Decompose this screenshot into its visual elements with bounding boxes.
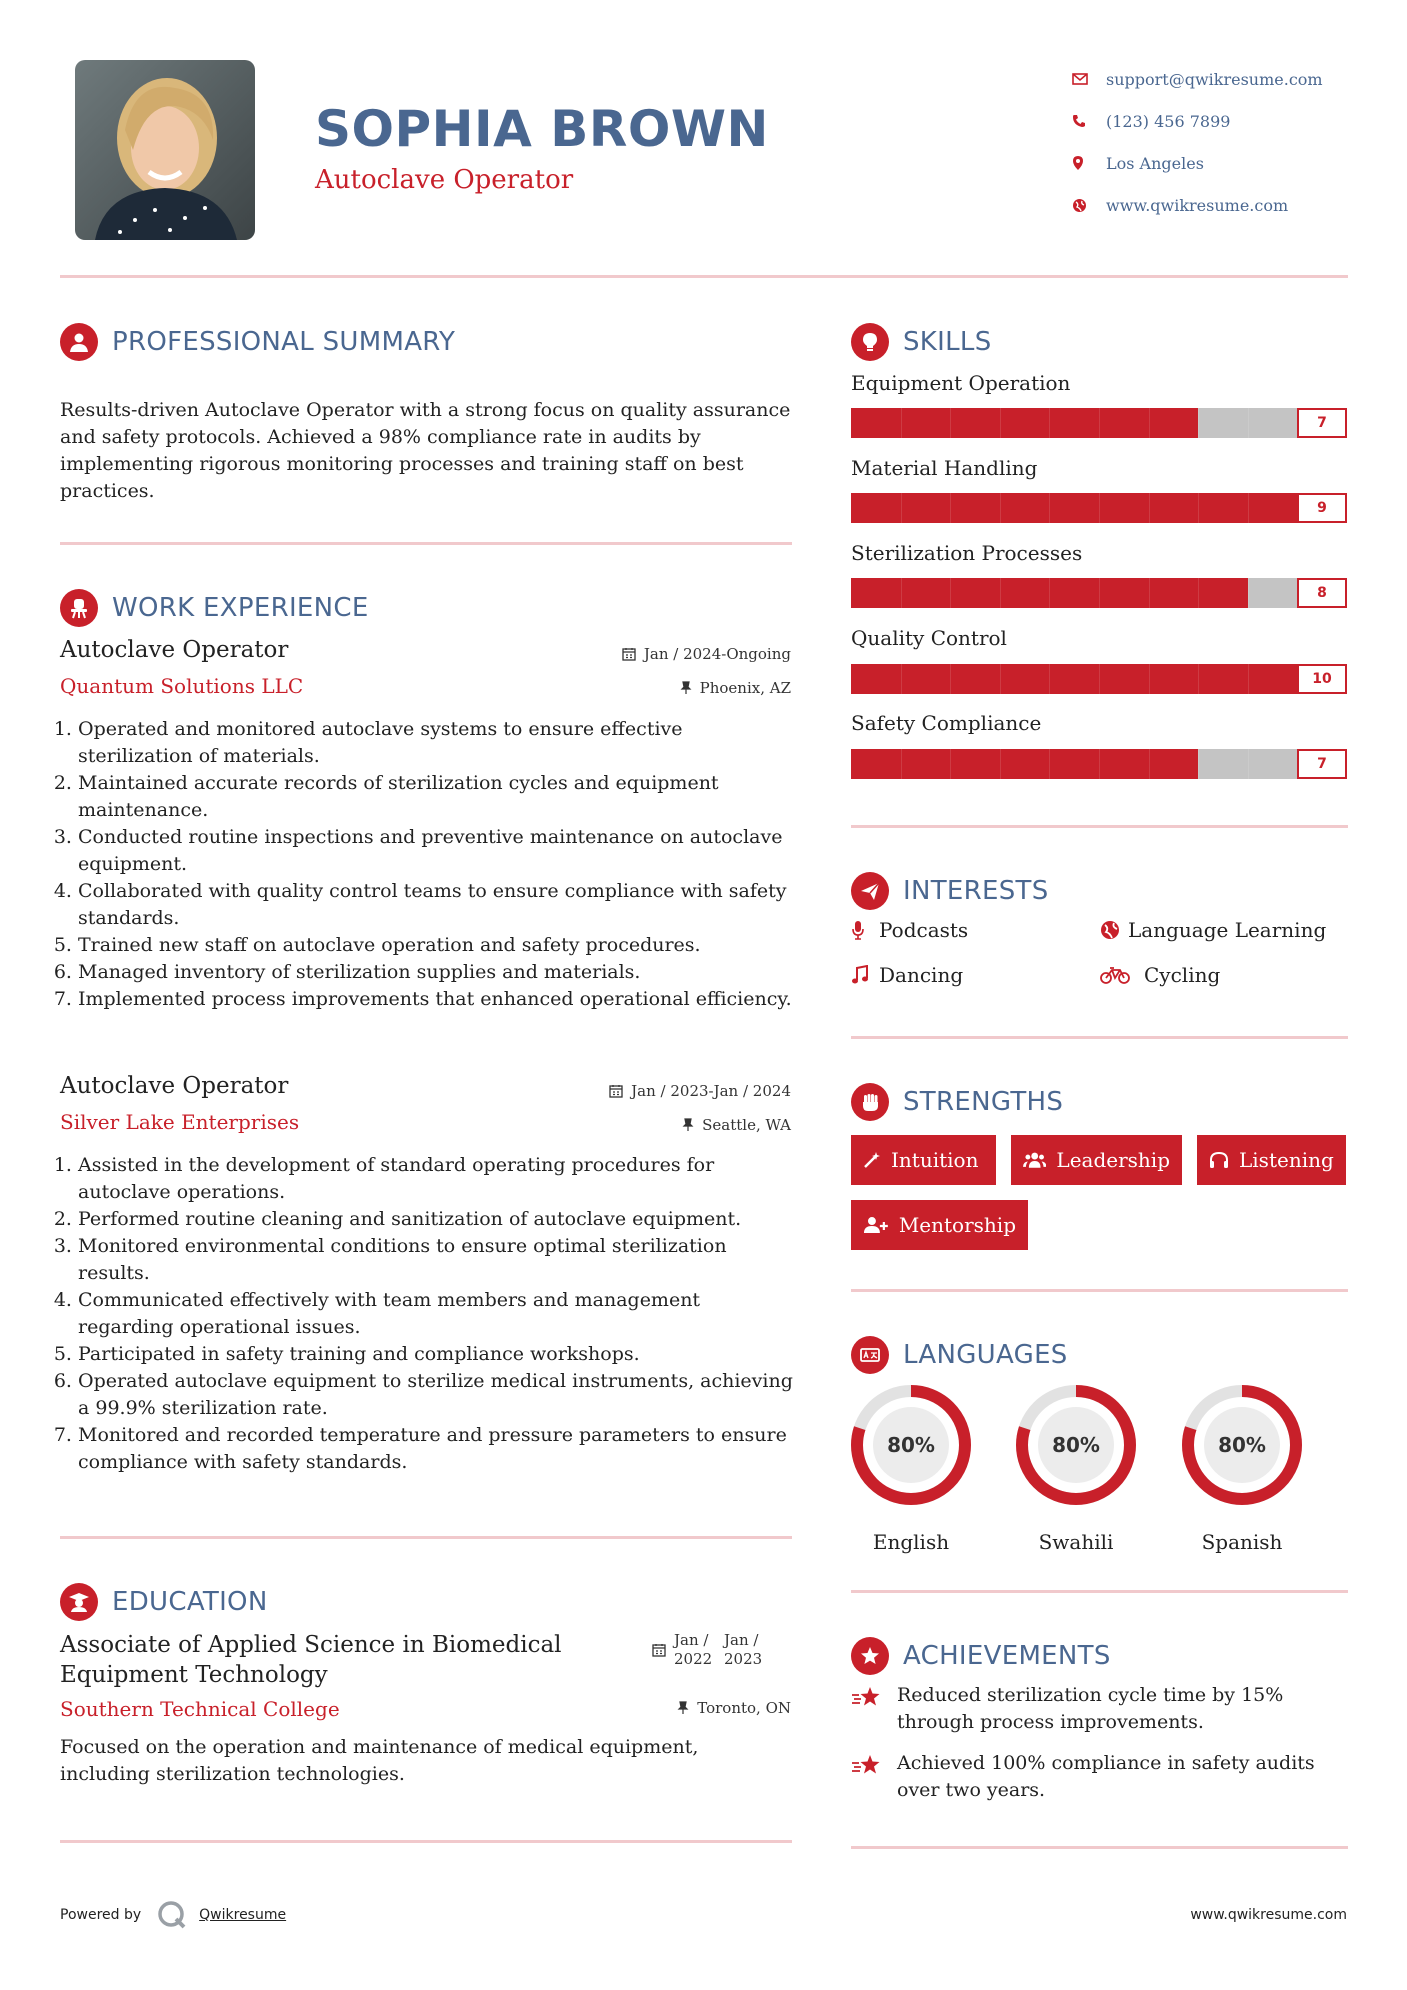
calendar-icon — [609, 1084, 623, 1098]
skill-bar-segment — [901, 493, 902, 523]
summary-divider — [60, 542, 792, 545]
achievements-heading — [851, 1637, 1111, 1675]
skill-name: Material Handling — [851, 456, 1038, 480]
star-badge-icon — [851, 1637, 889, 1675]
globe-icon — [1072, 198, 1106, 213]
strength-badge: Intuition — [851, 1135, 996, 1185]
skill-bar-segment — [950, 664, 951, 694]
strengths-heading-text: STRENGTHS — [903, 1087, 1064, 1117]
education-location — [677, 1699, 791, 1717]
skill-bar — [851, 578, 1347, 608]
users-icon — [1023, 1151, 1046, 1169]
skill-bar-segment — [1099, 578, 1100, 608]
language-icon — [851, 1336, 889, 1374]
footer-powered-by — [60, 1900, 286, 1930]
job-2-dates — [609, 1082, 791, 1100]
interest-item: Cycling — [1100, 963, 1220, 987]
list-item: 2. Performed routine cleaning and sanitization of autoclave equipment. — [78, 1206, 800, 1233]
job-1-location — [680, 679, 791, 697]
language-name: Spanish — [1201, 1530, 1283, 1554]
list-item: 7. Monitored and recorded temperature and pressure parameters to ensure compliance with safety standards. — [78, 1422, 800, 1476]
skill-bar-segment — [1000, 578, 1001, 608]
interests-heading — [851, 872, 1049, 910]
skill-bar-segment — [1049, 664, 1050, 694]
language-percent: 80% — [1218, 1433, 1266, 1457]
skill-level: 9 — [1297, 493, 1347, 523]
education-description: Focused on the operation and maintenance of medical equipment, including sterilization technologies. — [60, 1736, 699, 1785]
list-item: 5. Trained new staff on autoclave operation and safety procedures. — [78, 932, 800, 959]
globe-icon — [1100, 920, 1128, 940]
job-2-dates-text: Jan / 2023-Jan / 2024 — [631, 1082, 791, 1100]
skill-level: 10 — [1297, 664, 1347, 694]
education-degree: Associate of Applied Science in Biomedical Equipment Technology — [60, 1632, 562, 1688]
list-item: 7. Implemented process improvements that enhanced operational efficiency. — [78, 986, 800, 1013]
skill-bar — [851, 664, 1347, 694]
skill-bar-fill — [851, 408, 1198, 438]
skill-name: Quality Control — [851, 626, 1007, 650]
job-1-title: Autoclave Operator — [60, 637, 289, 663]
summary-heading-text: PROFESSIONAL SUMMARY — [112, 327, 456, 357]
language-name: Swahili — [1038, 1530, 1114, 1554]
education-date-end: Jan / 2023 — [724, 1631, 763, 1668]
achievement-item: Reduced sterilization cycle time by 15% through process improvements. — [851, 1682, 1331, 1736]
skill-bar-segment — [1049, 578, 1050, 608]
list-item: 1. Operated and monitored autoclave systems to ensure effective sterilization of materials. — [78, 716, 800, 770]
skill-bar-segment — [901, 578, 902, 608]
language-item — [846, 1380, 976, 1554]
calendar-icon — [652, 1643, 666, 1657]
skills-heading — [851, 323, 992, 361]
skill-level: 8 — [1297, 578, 1347, 608]
footer-url[interactable]: www.qwikresume.com — [1190, 1907, 1347, 1923]
language-item — [1011, 1380, 1141, 1554]
star-icon — [851, 1682, 897, 1736]
strengths-divider — [851, 1289, 1348, 1292]
skill-bar-segment — [1248, 749, 1249, 779]
strengths-heading — [851, 1083, 1063, 1121]
skill-bar — [851, 493, 1347, 523]
education-school: Southern Technical College — [60, 1697, 340, 1721]
job-2-location — [682, 1116, 791, 1134]
strength-badge: Mentorship — [851, 1200, 1028, 1250]
interest-item: Dancing — [851, 963, 963, 987]
skill-bar-segment — [1049, 493, 1050, 523]
skill-bar-segment — [950, 578, 951, 608]
skill-bar-segment — [1000, 749, 1001, 779]
skill-bar-segment — [1248, 578, 1249, 608]
skill-bar-segment — [1198, 578, 1199, 608]
skill-bar-segment — [1000, 664, 1001, 694]
strength-badge: Listening — [1197, 1135, 1346, 1185]
skill-bar-segment — [1248, 493, 1249, 523]
list-item: 4. Collaborated with quality control teams to ensure compliance with safety standards. — [78, 878, 800, 932]
skill-bar-segment — [901, 664, 902, 694]
language-ring — [1011, 1380, 1141, 1510]
skill-bar-segment — [950, 408, 951, 438]
skill-bar — [851, 749, 1347, 779]
job-1-dates — [622, 645, 791, 663]
map-pin-icon — [1072, 155, 1106, 171]
education-location-text: Toronto, ON — [697, 1699, 791, 1717]
languages-divider — [851, 1590, 1348, 1593]
contact-phone[interactable] — [1072, 100, 1323, 142]
education-date-start: Jan / 2022 — [674, 1631, 713, 1668]
user-icon — [60, 323, 98, 361]
contact-website[interactable] — [1072, 184, 1323, 226]
bicycle-icon — [1100, 966, 1144, 984]
job-2-title: Autoclave Operator — [60, 1073, 289, 1099]
skill-bar — [851, 408, 1347, 438]
skill-bar-segment — [1198, 408, 1199, 438]
skill-bar-segment — [1099, 408, 1100, 438]
skill-bar-segment — [1099, 664, 1100, 694]
music-note-icon — [851, 965, 879, 985]
contact-email[interactable] — [1072, 58, 1323, 100]
interests-divider — [851, 1036, 1348, 1039]
language-ring — [1177, 1380, 1307, 1510]
job-1-company: Quantum Solutions LLC — [60, 674, 304, 698]
experience-divider — [60, 1536, 792, 1539]
list-item: 5. Participated in safety training and compliance workshops. — [78, 1341, 800, 1368]
skill-level: 7 — [1297, 749, 1347, 779]
skill-bar-segment — [1149, 493, 1150, 523]
headphones-icon — [1209, 1151, 1229, 1169]
job-2-company: Silver Lake Enterprises — [60, 1110, 300, 1134]
language-item — [1177, 1380, 1307, 1554]
paper-plane-icon — [851, 872, 889, 910]
skill-bar-segment — [1000, 408, 1001, 438]
interests-heading-text: INTERESTS — [903, 876, 1049, 906]
achievements-heading-text: ACHIEVEMENTS — [903, 1641, 1111, 1671]
experience-heading-text: WORK EXPERIENCE — [112, 593, 369, 623]
interest-item: Language Learning — [1100, 918, 1326, 942]
magic-wand-icon — [863, 1151, 881, 1169]
education-heading-text: EDUCATION — [112, 1587, 268, 1617]
languages-heading-text: LANGUAGES — [903, 1340, 1068, 1370]
language-ring — [846, 1380, 976, 1510]
list-item: 6. Operated autoclave equipment to sterilize medical instruments, achieving a 99.9% sterilization rate. — [78, 1368, 800, 1422]
qwikresume-logo-icon — [157, 1900, 187, 1930]
star-icon — [851, 1750, 897, 1804]
list-item: 3. Monitored environmental conditions to ensure optimal sterilization results. — [78, 1233, 800, 1287]
skill-bar-segment — [901, 408, 902, 438]
strength-badge: Leadership — [1011, 1135, 1182, 1185]
list-item: 3. Conducted routine inspections and preventive maintenance on autoclave equipment. — [78, 824, 800, 878]
list-item: 2. Maintained accurate records of sterilization cycles and equipment maintenance. — [78, 770, 800, 824]
skill-bar-segment — [901, 749, 902, 779]
calendar-icon — [622, 647, 636, 661]
skill-name: Sterilization Processes — [851, 541, 1083, 565]
language-percent: 80% — [1052, 1433, 1100, 1457]
skill-level: 7 — [1297, 408, 1347, 438]
microphone-icon — [851, 920, 879, 940]
list-item: 1. Assisted in the development of standard operating procedures for autoclave operations. — [78, 1152, 800, 1206]
languages-heading — [851, 1336, 1068, 1374]
job-1-location-text: Phoenix, AZ — [699, 679, 791, 697]
skill-bar-segment — [1049, 408, 1050, 438]
skill-bar-segment — [1049, 749, 1050, 779]
skill-bar-segment — [1099, 749, 1100, 779]
powered-by-label: Powered by — [60, 1907, 142, 1923]
contact-list — [1072, 58, 1323, 226]
skill-bar-segment — [1149, 749, 1150, 779]
user-plus-icon — [863, 1216, 889, 1234]
skill-bar-segment — [1248, 664, 1249, 694]
skill-name: Safety Compliance — [851, 711, 1042, 735]
skills-divider — [851, 825, 1348, 828]
skill-bar-segment — [1149, 664, 1150, 694]
skills-heading-text: SKILLS — [903, 327, 992, 357]
skill-bar-fill — [851, 493, 1297, 523]
qwikresume-link[interactable]: Qwikresume — [199, 1907, 287, 1923]
language-name: English — [872, 1530, 950, 1554]
pushpin-icon — [680, 681, 692, 695]
job-2-duties — [60, 1152, 800, 1476]
interest-item: Podcasts — [851, 918, 968, 942]
education-heading — [60, 1583, 268, 1621]
contact-location — [1072, 142, 1323, 184]
skill-bar-segment — [1000, 493, 1001, 523]
graduate-icon — [60, 1583, 98, 1621]
skill-bar-segment — [950, 749, 951, 779]
candidate-title: Autoclave Operator — [315, 165, 574, 195]
list-item: 4. Communicated effectively with team members and management regarding operational issues. — [78, 1287, 800, 1341]
skill-bar-segment — [1248, 408, 1249, 438]
job-1-dates-text: Jan / 2024-Ongoing — [643, 645, 791, 663]
chair-icon — [60, 589, 98, 627]
pushpin-icon — [682, 1118, 694, 1132]
achievements-divider — [851, 1846, 1348, 1849]
skill-bar-segment — [1198, 664, 1199, 694]
fist-icon — [851, 1083, 889, 1121]
job-2-location-text: Seattle, WA — [702, 1116, 791, 1134]
language-percent: 80% — [887, 1433, 935, 1457]
skill-bar-segment — [1198, 749, 1199, 779]
pushpin-icon — [677, 1701, 689, 1715]
education-divider — [60, 1840, 792, 1843]
header-divider — [60, 275, 1348, 278]
skill-bar-segment — [1099, 493, 1100, 523]
list-item: 6. Managed inventory of sterilization supplies and materials. — [78, 959, 800, 986]
lightbulb-icon — [851, 323, 889, 361]
contact-email-text: support@qwikresume.com — [1106, 69, 1323, 89]
skill-bar-segment — [1198, 493, 1199, 523]
envelope-icon — [1072, 73, 1106, 85]
skill-bar-fill — [851, 749, 1198, 779]
profile-photo — [75, 60, 255, 240]
contact-phone-text: (123) 456 7899 — [1106, 111, 1231, 131]
contact-location-text: Los Angeles — [1106, 153, 1204, 173]
phone-icon — [1072, 114, 1106, 128]
skill-bar-segment — [1149, 408, 1150, 438]
experience-heading — [60, 589, 369, 627]
summary-text: Results-driven Autoclave Operator with a strong focus on quality assurance and safety protocols. Achieved a 98% compliance rate in audits by implementing rigorous monitoring processes and training staff on best practices. — [60, 399, 791, 502]
skill-bar-segment — [1149, 578, 1150, 608]
education-dates — [652, 1631, 774, 1669]
skill-bar-segment — [950, 493, 951, 523]
achievement-item: Achieved 100% compliance in safety audits over two years. — [851, 1750, 1331, 1804]
candidate-name: SOPHIA BROWN — [315, 100, 769, 158]
summary-heading — [60, 323, 455, 361]
contact-website-text: www.qwikresume.com — [1106, 195, 1289, 215]
skill-name: Equipment Operation — [851, 371, 1071, 395]
job-1-duties — [60, 716, 800, 1013]
